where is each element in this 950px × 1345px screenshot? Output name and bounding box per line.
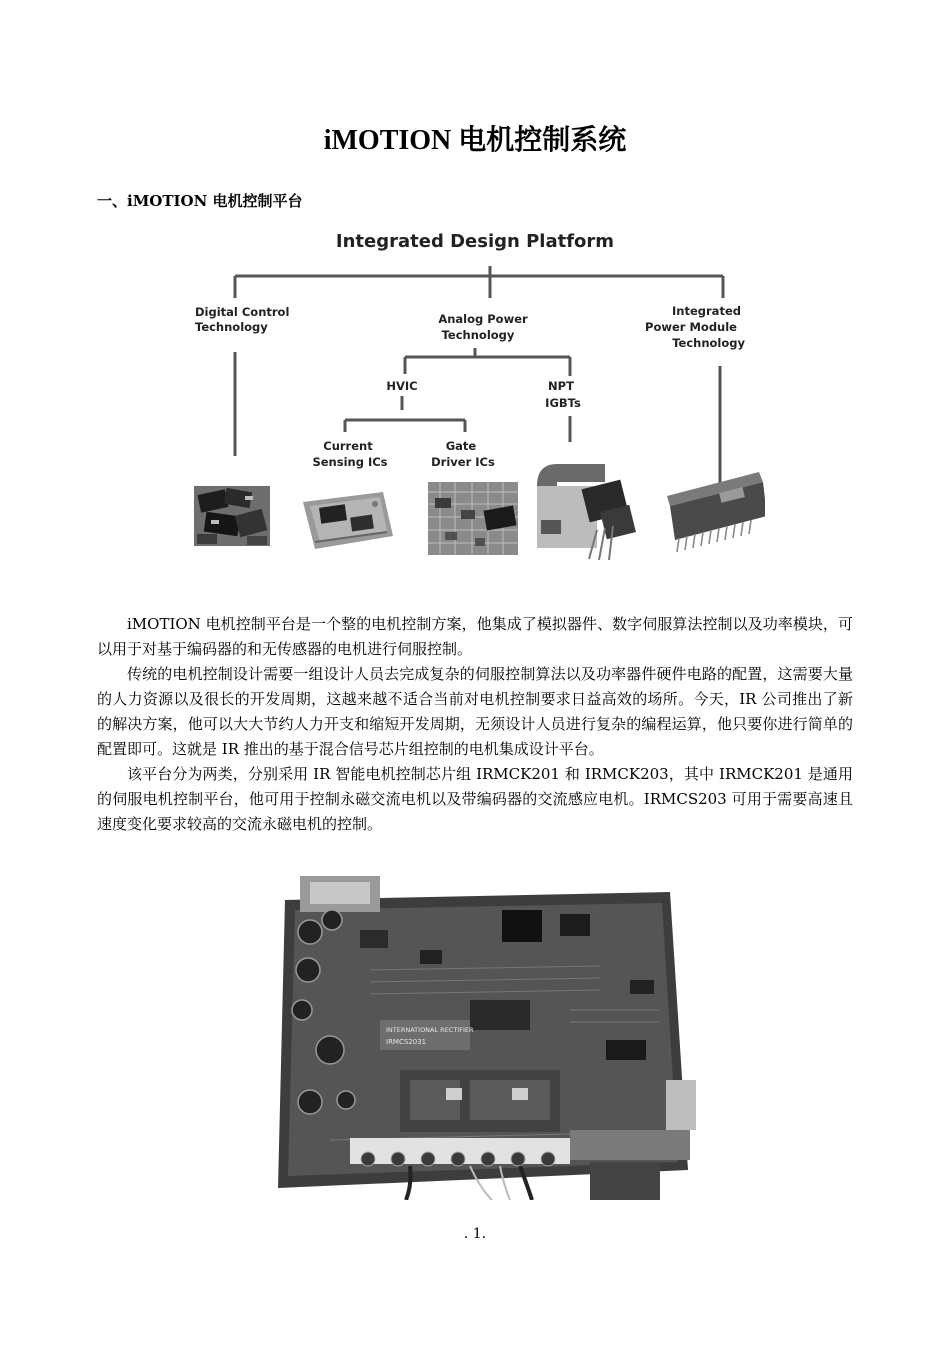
label-analog-power: Analog Power Technology xyxy=(438,312,528,342)
paragraph: 传统的电机控制设计需要一组设计人员去完成复杂的伺服控制算法以及功率器件硬件电路的配置，这需要大量的人力资源以及很长的开发周期，这越来越不适合当前对电机控制要求日益高效的场所。今天，IR 公司推出了新的解决方案，他可以大大节约人力开支和缩短开发周期，无须设计人员进行复杂的编程运算，他只要你进行简单的配置即可。这就是 IR 推出的基于混合信号芯片组控制的电机集成设计平台。 xyxy=(97,665,853,758)
platform-diagram xyxy=(185,224,765,564)
igbt-photo xyxy=(537,464,636,560)
label-integrated-power-module: Integrated Power Module Technology xyxy=(645,304,745,350)
current-sensing-photo xyxy=(303,492,393,549)
paragraph: 该平台分为两类，分别采用 IR 智能电机控制芯片组 IRMCK201 和 IRMCK203，其中 IRMCK201 是通用的伺服电机控制平台，他可用于控制永磁交流电机以及带编码器的交流感应电机。IRMCS203 可用于需要高速且速度变化要求较高的交流永磁电机的控制。 xyxy=(97,765,853,833)
diagram-title: Integrated Design Platform xyxy=(335,231,615,252)
board-photo xyxy=(270,870,700,1200)
power-module-photo xyxy=(667,472,765,552)
page-number: . 1. xyxy=(463,1226,487,1242)
board-photo-svg xyxy=(270,870,700,1200)
label-current-sensing: Current Sensing ICs xyxy=(312,439,388,469)
gate-driver-photo xyxy=(428,482,518,555)
paragraph: iMOTION 电机控制平台是一个整的电机控制方案，他集成了模拟器件、数字伺服算法控制以及功率模块，可以用于对基于编码器的和无传感器的电机进行伺服控制。 xyxy=(97,615,853,658)
label-digital-control: Digital Control Technology xyxy=(195,305,290,334)
section-heading: 一、iMOTION 电机控制平台 xyxy=(97,192,303,210)
chips-photo xyxy=(194,486,270,546)
page-title: iMOTION 电机控制系统 xyxy=(323,125,627,156)
board-silkscreen: INTERNATIONAL RECTIFIER xyxy=(386,1026,474,1034)
label-npt-igbts: NPT IGBTs xyxy=(545,379,581,410)
diagram-connectors xyxy=(235,266,723,486)
board-silkscreen-part: IRMCS2031 xyxy=(386,1038,427,1046)
label-gate-driver: Gate Driver ICs xyxy=(431,439,495,469)
label-hvic: HVIC xyxy=(386,379,418,393)
platform-diagram-svg xyxy=(185,224,765,564)
body-text xyxy=(97,612,853,837)
